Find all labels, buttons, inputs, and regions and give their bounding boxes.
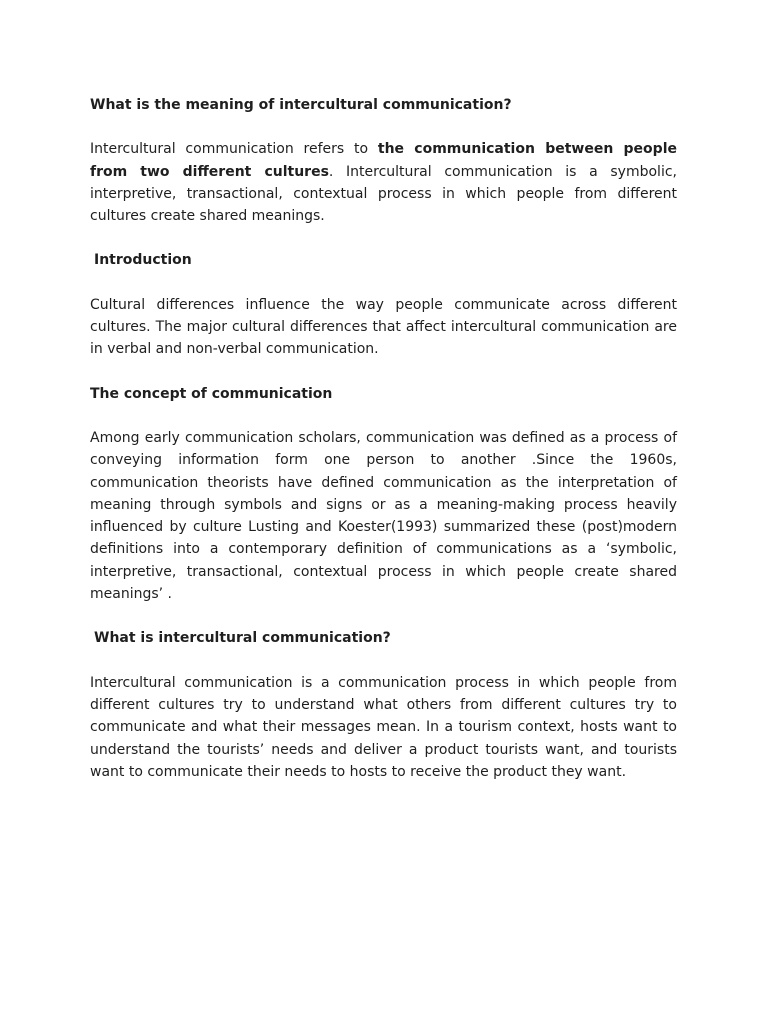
spacer — [90, 227, 677, 249]
concept-paragraph: Among early communication scholars, communication was defined as a process of conveying information form one person to another .Since the 1960s, communication theorists have defined communication as the interpretation of meaning through symbols and signs or as a meaning-making process heavily influenced by culture Lusting and Koester(1993) summarized these (post)modern definitions into a contemporary definition of communications as a ‘symbolic, interpretive, transactional, contextual process in which people create shared meanings’ . — [90, 429, 677, 603]
introduction-paragraph: Cultural differences influence the way people communicate across different cultures. The major cultural differences that affect intercultural communication are in verbal and non-verbal communication. — [90, 296, 677, 358]
spacer — [90, 605, 677, 627]
what-is-paragraph: Intercultural communication is a communication process in which people from different cultures try to understand what others from different cultures try to communicate and what their messages mean. In a tourism context, hosts want to understand the tourists’ needs and deliver a product tourists want, and tourists want to communicate their needs to hosts to receive the product they want. — [90, 674, 677, 780]
definition-paragraph — [90, 138, 677, 227]
spacer — [90, 405, 677, 427]
introduction-heading: Introduction — [94, 252, 192, 269]
spacer — [90, 361, 677, 383]
document-page — [90, 94, 677, 783]
spacer — [90, 272, 677, 294]
concept-heading: The concept of communication — [90, 385, 333, 402]
definition-rest: . Intercultural communication is a symbolic, interpretive, transactional, contextual process in which people from different cultures create shared meanings. — [90, 163, 677, 225]
question-title: What is the meaning of intercultural communication? — [90, 97, 512, 113]
what-is-heading: What is intercultural communication? — [94, 630, 391, 647]
spacer — [90, 116, 677, 138]
spacer — [90, 650, 677, 672]
definition-bold: the communication between people from two different cultures — [90, 141, 677, 180]
definition-lead: Intercultural communication refers to — [90, 141, 378, 158]
